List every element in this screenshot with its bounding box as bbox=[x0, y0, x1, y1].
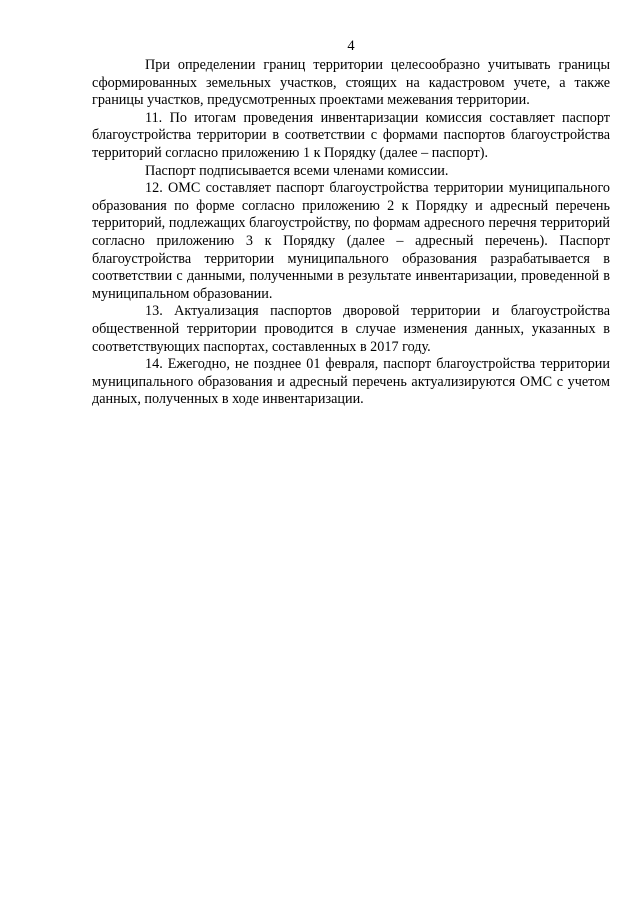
paragraph-boundaries: При определении границ территории целесообразно учитывать границы сформированных земельных участков, стоящих на кадастровом учете, а также границы участков, предусмотренных проектами межевания территории. bbox=[92, 57, 610, 109]
paragraph-item-11: 11. По итогам проведения инвентаризации комиссия составляет паспорт благоустройства территории в соответствии с формами паспортов благоустройства территорий согласно приложению 1 к Порядку (далее – паспорт). bbox=[92, 109, 610, 161]
paragraph-item-13: 13. Актуализация паспортов дворовой территории и благоустройства общественной территории проводится в случае изменения данных, указанных в соответствующих паспортах, составленных в 2017 году. bbox=[92, 303, 610, 355]
paragraph-item-14: 14. Ежегодно, не позднее 01 февраля, паспорт благоустройства территории муниципального образования и адресный перечень актуализируются ОМС с учетом данных, полученных в ходе инвентаризации. bbox=[92, 356, 610, 408]
paragraph-signature: Паспорт подписывается всеми членами комиссии. bbox=[145, 162, 449, 179]
paragraph-item-12: 12. ОМС составляет паспорт благоустройства территории муниципального образования по форме согласно приложению 2 к Порядку и адресный перечень территорий, подлежащих благоустройству, по формам адресного перечня территорий согласно приложению 3 к Порядку (далее – адресный перечень). Паспорт благоустройства территории муниципального образования разрабатывается в соответствии с данными, полученными в результате инвентаризации, проведенной в муниципальном образовании. bbox=[92, 180, 610, 302]
page-number: 4 bbox=[347, 38, 355, 54]
document-page bbox=[92, 38, 610, 409]
